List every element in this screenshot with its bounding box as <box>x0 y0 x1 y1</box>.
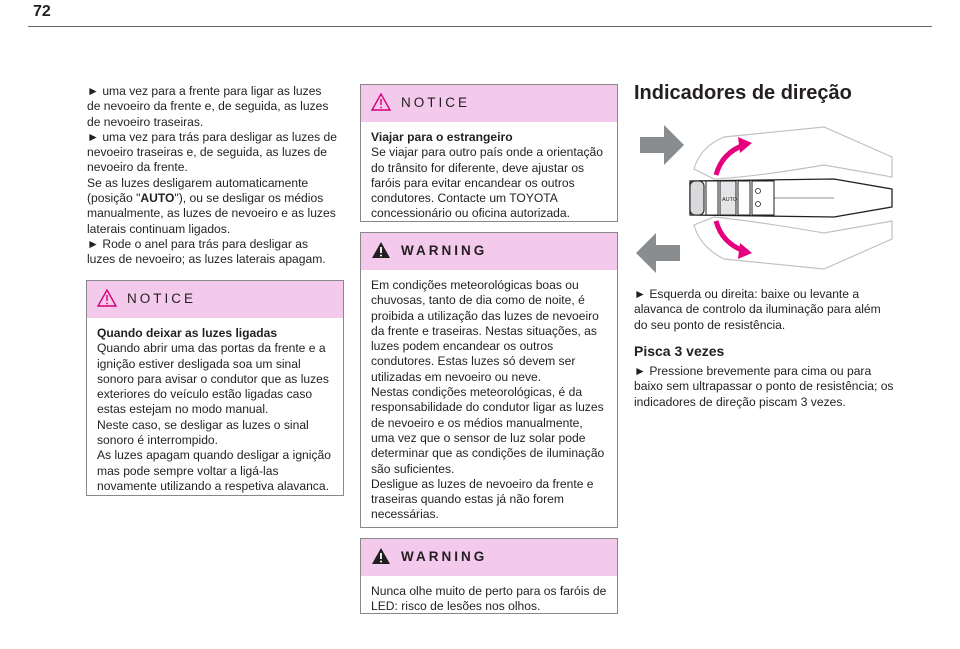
arrow-right-icon <box>640 125 684 165</box>
notice-box-travel-abroad <box>360 84 618 222</box>
notice-text: Quando abrir uma das portas da frente e a ignição estiver desligada soa um sinal sonoro para avisar o condutor que as luzes exteriores do veículo estão ligadas caso estas estejam no modo manual. <box>97 341 329 417</box>
warning-text: Nestas condições meteorológicas, é da responsabilidade do condutor ligar as luzes de nevoeiro e os médios manualmente, uma vez que o sensor de luz solar pode determinar que as condições de iluminação são suficientes. <box>371 385 605 476</box>
warning-title: WARNING <box>401 243 488 258</box>
notice-body <box>87 318 343 502</box>
notice-heading: Viajar para o estrangeiro <box>371 130 513 144</box>
notice-title: NOTICE <box>127 291 197 306</box>
auto-label: AUTO <box>140 191 175 206</box>
text-span: Se as luzes desligarem automaticamente (posição " <box>87 175 309 206</box>
arrow-left-icon <box>636 233 680 273</box>
notice-text: Se viajar para outro país onde a orientação do trânsito for diferente, deve ajustar os faróis para evitar encandear os outros condutores. Contacte um TOYOTA concessionário ou oficina autorizada. <box>371 145 603 221</box>
page-number: 72 <box>33 3 51 20</box>
warning-triangle-icon <box>371 241 391 259</box>
paragraph: ► uma vez para a frente para ligar as luzes de nevoeiro da frente e, de seguida, as luzes de nevoeiro traseiras. <box>87 84 329 129</box>
warning-header <box>361 233 617 270</box>
text-span: "), ou se desligar os médios manualmente, as luzes de nevoeiro e as luzes laterais continuam ligados. <box>87 191 336 236</box>
column-1-text <box>87 84 337 268</box>
warning-triangle-icon <box>371 547 391 565</box>
notice-title: NOTICE <box>401 95 471 110</box>
top-divider <box>28 26 932 27</box>
notice-header <box>87 281 343 318</box>
warning-header <box>361 539 617 576</box>
warning-body <box>361 576 617 623</box>
warning-triangle-icon <box>97 289 117 307</box>
notice-box-lights-on <box>86 280 344 496</box>
paragraph <box>87 176 337 237</box>
paragraph: ► uma vez para trás para desligar as luzes de nevoeiro traseiras e, de seguida, as luzes de nevoeiro da frente. <box>87 129 337 175</box>
warning-triangle-icon <box>371 93 391 111</box>
notice-body <box>361 122 617 230</box>
notice-heading: Quando deixar as luzes ligadas <box>97 326 278 340</box>
stalk-auto-label: AUTO <box>722 197 738 203</box>
subsection-heading: Pisca 3 vezes <box>634 343 725 359</box>
paragraph-turn-signal: ► Esquerda ou direita: baixe ou levante a alavanca de controlo da iluminação para além do seu ponto de resistência. <box>634 287 881 332</box>
notice-header <box>361 85 617 122</box>
notice-text: As luzes apagam quando desligar a ignição mas pode sempre voltar a ligá-las novamente utilizando a respetiva alavanca. <box>97 448 331 493</box>
turn-signal-stalk-illustration <box>634 117 896 277</box>
warning-body <box>361 270 617 531</box>
warning-box-fog-lights <box>360 232 618 528</box>
warning-text: Nunca olhe muito de perto para os faróis de LED: risco de lesões nos olhos. <box>371 584 607 614</box>
notice-text: Neste caso, se desligar as luzes o sinal sonoro é interrompido. <box>97 417 309 448</box>
warning-box-led <box>360 538 618 614</box>
paragraph-flash-3x: ► Pressione brevemente para cima ou para baixo sem ultrapassar o ponto de resistência; os indicadores de direção piscam 3 vezes. <box>634 364 894 409</box>
warning-text: Em condições meteorológicas boas ou chuvosas, tanto de dia como de noite, é proibida a utilização das luzes de nevoeiro da frente e traseiras. Nestas situações, as luzes podem encandear os outros condutores. Estas luzes só devem ser utilizadas em nevoeiro ou neve. <box>371 278 599 384</box>
warning-title: WARNING <box>401 549 488 564</box>
paragraph: ► Rode o anel para trás para desligar as luzes de nevoeiro; as luzes laterais apagam. <box>87 236 326 267</box>
warning-text: Desligue as luzes de nevoeiro da frente e traseiras quando estas já não forem necessárias. <box>371 476 594 522</box>
section-heading: Indicadores de direção <box>634 82 852 104</box>
